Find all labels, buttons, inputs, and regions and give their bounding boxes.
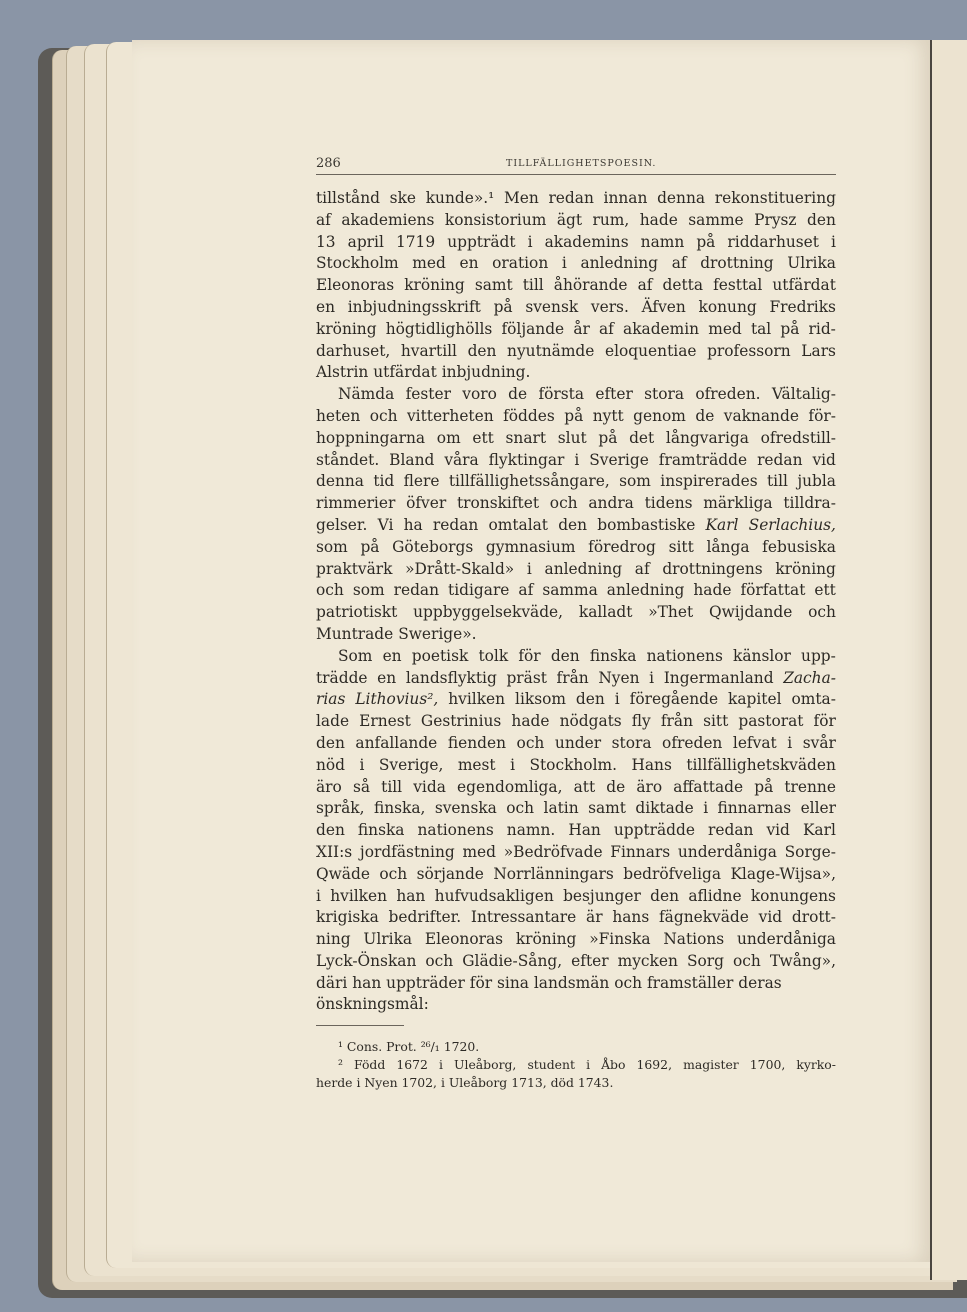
- text-line: 13 april 1719 uppträdt i akademins namn på riddarhuset i: [316, 232, 836, 251]
- text-line: kröning högtidlighölls följande år af akademin med tal på rid-: [316, 319, 836, 338]
- footnote-line: ¹ Cons. Prot. ²⁶/₁ 1720.: [338, 1039, 480, 1054]
- text-line: tillstånd ske kunde».¹ Men redan innan denna rekonstituering: [316, 189, 836, 207]
- text-line: däri han uppträder för sina landsmän och framställer deras: [316, 973, 782, 992]
- footnote-line: herde i Nyen 1702, i Uleåborg 1713, död 1743.: [316, 1075, 614, 1090]
- page-number: 286: [316, 156, 341, 171]
- text-line: Stockholm med en oration i anledning af drottning Ulrika: [316, 254, 836, 273]
- text-line: lade Ernest Gestrinius hade nödgats fly från sitt pastorat för: [316, 712, 836, 731]
- text-line: Lyck-Önskan och Glädie-Sång, efter mycken Sorg och Twång»,: [316, 951, 836, 970]
- text-line: hoppningarna om ett snart slut på det långvariga ofredstill-: [316, 428, 836, 447]
- text-line: Muntrade Swerige».: [316, 624, 477, 643]
- text-line: den finska nationens namn. Han uppträdde redan vid Karl: [316, 821, 836, 840]
- text-line: Alstrin utfärdat inbjudning.: [316, 363, 531, 382]
- page-header: [316, 152, 836, 175]
- text-line: rias Lithovius², hvilken liksom den i föregående kapitel omta-: [316, 690, 836, 709]
- text-line: Som en poetisk tolk för den finska nationens känslor upp-: [338, 646, 836, 665]
- footnotes: [316, 1038, 836, 1092]
- text-line: krigiska bedrifter. Intressantare är hans fägnekväde vid drott-: [316, 908, 836, 927]
- text-line: af akademiens konsistorium ägt rum, hade samme Prysz den: [316, 210, 836, 229]
- text-line: språk, finska, svenska och latin samt diktade i finnarnas eller: [316, 799, 836, 818]
- text-line: gelser. Vi ha redan omtalat den bombastiske Karl Serlachius,: [316, 515, 836, 534]
- text-line: i hvilken han hufvudsakligen besjunger den aflidne konungens: [316, 886, 836, 905]
- text-line: äro så till vida egendomliga, att de äro affattade på trenne: [316, 777, 836, 796]
- text-line: ning Ulrika Eleonoras kröning »Finska Nations underdåniga: [316, 930, 836, 949]
- text-line: nöd i Sverige, mest i Stockholm. Hans tillfällighetskväden: [316, 755, 836, 774]
- text-line: patriotiskt uppbyggelsekväde, kalladt »Thet Qwijdande och: [316, 603, 836, 622]
- text-line: Qwäde och sörjande Norrlänningars bedröfveliga Klage-Wijsa»,: [316, 864, 836, 883]
- text-line: praktvärk »Drått-Skald» i anledning af drottningens kröning: [316, 559, 836, 578]
- text-line: önskningsmål:: [316, 995, 429, 1014]
- text-line: Nämda fester voro de första efter stora ofreden. Vältalig-: [338, 385, 836, 404]
- text-line: Eleonoras kröning samt till åhörande af detta festtal utfärdat: [316, 276, 836, 295]
- text-line: den anfallande fienden och under stora ofreden lefvat i svår: [316, 733, 836, 752]
- text-line: ståndet. Bland våra flyktingar i Sverige framträdde redan vid: [316, 450, 836, 469]
- text-line: en inbjudningsskrift på svensk vers. Äfven konung Fredriks: [316, 297, 836, 316]
- text-line: som på Göteborgs gymnasium föredrog sitt långa febusiska: [316, 537, 836, 556]
- body-text: [316, 188, 836, 1016]
- text-line: heten och vitterheten föddes på nytt genom de vaknande för-: [316, 406, 836, 425]
- text-line: XII:s jordfästning med »Bedröfvade Finnars underdåniga Sorge-: [316, 842, 836, 861]
- facing-page-strip: [930, 40, 967, 1280]
- text-line: rimmerier öfver tronskiftet och andra tidens märkliga tilldra-: [316, 494, 836, 513]
- footnote-line: ² Född 1672 i Uleåborg, student i Åbo 1692, magister 1700, kyrko-: [338, 1057, 836, 1072]
- text-line: denna tid flere tillfällighetssångare, som inspirerades till jubla: [316, 472, 836, 491]
- footnote-rule: [316, 1025, 404, 1026]
- text-line: trädde en landsflyktig präst från Nyen i Ingermanland Zacha-: [316, 668, 836, 687]
- text-line: darhuset, hvartill den nyutnämde eloquentiae professorn Lars: [316, 341, 836, 360]
- text-line: och som redan tidigare af samma anledning hade författat ett: [316, 581, 836, 600]
- running-head: TILLFÄLLIGHETSPOESIN.: [506, 158, 657, 169]
